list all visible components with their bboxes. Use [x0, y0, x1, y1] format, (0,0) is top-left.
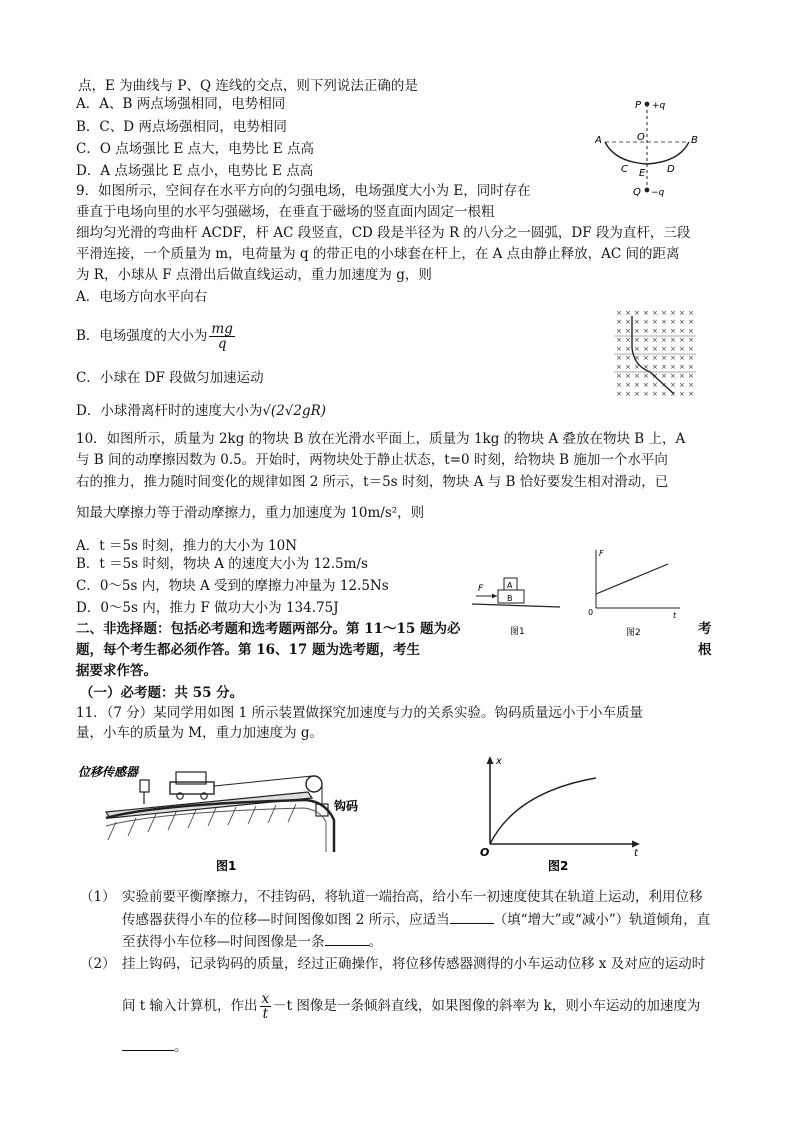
t-axis-arrow — [632, 841, 640, 848]
q10-line-1: 10．如图所示，质量为 2kg 的物块 B 放在光滑水平面上，质量为 1kg 的物块 A 叠放在物块 B 上，A — [76, 431, 686, 447]
field-cross-mark: × — [616, 327, 622, 335]
q9-option-b — [76, 322, 237, 351]
q8-option-c: C．O 点场强比 E 点大，电势比 E 点高 — [76, 141, 315, 157]
field-cross-mark: × — [634, 327, 640, 335]
force-line — [596, 564, 668, 594]
field-cross-mark: × — [679, 336, 685, 344]
field-cross-mark: × — [679, 309, 685, 317]
field-cross-mark: × — [634, 372, 640, 380]
field-cross-mark: × — [688, 363, 694, 371]
q11-sub2-fraction — [260, 992, 272, 1021]
q11-sub2-line-3-end: 。 — [174, 1039, 188, 1055]
field-cross-mark: × — [688, 327, 694, 335]
q10-option-d: D．0～5s 内，推力 F 做功大小为 134.75J — [76, 600, 339, 616]
q11-sub1-number: （1） — [80, 889, 116, 905]
field-cross-mark: × — [625, 345, 631, 353]
ground-line — [472, 604, 560, 607]
answer-blank-2[interactable] — [325, 933, 369, 946]
label-axis-f: F — [599, 549, 604, 558]
q11-sub2-line-2b: －t 图像是一条倾斜直线，如果图像的斜率为 k，则小车运动的加速度为 — [273, 998, 701, 1014]
field-cross-mark: × — [688, 381, 694, 389]
q8-option-d: D．A 点场强比 E 点小，电势比 E 点高 — [76, 163, 314, 179]
q9-option-d-prefix: D．小球滑离杆时的速度大小为 — [76, 403, 263, 419]
field-cross-mark: × — [643, 336, 649, 344]
q11-sub1-line-3 — [122, 933, 382, 951]
q11-figure-2 — [476, 752, 646, 877]
field-cross-mark: × — [643, 390, 649, 398]
label-block-b: B — [507, 594, 513, 603]
field-cross-mark: × — [643, 381, 649, 389]
field-cross-mark: × — [688, 372, 694, 380]
q11-figure-1 — [76, 752, 386, 877]
field-cross-mark: × — [670, 381, 676, 389]
field-cross-mark: × — [616, 354, 622, 362]
field-cross-mark: × — [634, 390, 640, 398]
field-cross-mark: × — [634, 363, 640, 371]
field-cross-mark: × — [616, 381, 622, 389]
pulley — [306, 776, 322, 792]
field-cross-mark: × — [652, 372, 658, 380]
q9-line-4: 平滑连接，一个质量为 m，电荷量为 q 的带正电的小球套在杆上，在 A 点由静止释放，AC 间的距离 — [76, 246, 680, 262]
field-cross-mark: × — [652, 381, 658, 389]
q8-option-a: A．A、B 两点场强相同，电势相同 — [76, 96, 286, 112]
field-cross-mark: × — [661, 318, 667, 326]
q10-line-2: 与 B 间的动摩擦因数为 0.5。开始时，两物块处于静止状态，t=0 时刻，给物块 B 施加一个水平向 — [76, 452, 668, 468]
field-cross-mark: × — [661, 345, 667, 353]
q9-line-3: 细均匀光滑的弯曲杆 ACDF，杆 AC 段竖直，CD 段是半径为 R 的八分之一圆弧，DF 段为直杆，三段 — [76, 225, 691, 241]
label-q: Q — [633, 187, 641, 198]
field-cross-mark: × — [679, 345, 685, 353]
fraction-denominator: t — [262, 1006, 269, 1022]
field-cross-mark: × — [634, 345, 640, 353]
q9-line-5: 为 R，小球从 F 点滑出后做直线运动，重力加速度为 g，则 — [76, 267, 432, 283]
field-cross-mark: × — [634, 381, 640, 389]
fraction-denominator: q — [217, 336, 227, 352]
q11-sub1-line-2a: 传感器获得小车的位移—时间图像如图 2 所示，应适当 — [122, 912, 450, 928]
label-c: C — [621, 164, 628, 175]
field-cross-mark: × — [661, 363, 667, 371]
field-cross-mark: × — [625, 390, 631, 398]
field-cross-mark: × — [670, 372, 676, 380]
field-cross-mark: × — [688, 354, 694, 362]
field-cross-mark: × — [670, 309, 676, 317]
field-cross-mark: × — [616, 318, 622, 326]
q8-stem-tail: 点，E 为曲线与 P、Q 连线的交点，则下列说法正确的是 — [78, 78, 418, 94]
fraction-numerator: mg — [211, 321, 233, 337]
field-cross-mark: × — [643, 372, 649, 380]
q11-sub1-line-2b: （填“增大”或“减小”）轨道倾角，直 — [493, 912, 711, 928]
field-cross-mark: × — [679, 363, 685, 371]
field-cross-mark: × — [616, 363, 622, 371]
field-cross-mark: × — [670, 318, 676, 326]
q11-sub2-line-2 — [122, 992, 700, 1021]
q8-option-b: B．C、D 两点场强相同，电势相同 — [76, 119, 287, 135]
q11-sub1-line-1: 实验前要平衡摩擦力，不挂钩码，将轨道一端抬高，给小车一初速度使其在轨道上运动，利用位移 — [122, 889, 703, 905]
label-block-a: A — [507, 581, 513, 590]
field-cross-mark: × — [643, 309, 649, 317]
field-cross-mark: × — [616, 372, 622, 380]
label-b: B — [691, 135, 698, 146]
label-axis-t: t — [634, 848, 638, 859]
field-cross-mark: × — [679, 327, 685, 335]
q10-line-4: 知最大摩擦力等于滑动摩擦力，重力加速度为 10m/s²，则 — [76, 505, 425, 521]
q11-sub1-line-3a: 至获得小车位移—时间图像是一条 — [122, 934, 325, 950]
section2-line-3: 据要求作答。 — [76, 663, 157, 679]
field-cross-mark: × — [661, 327, 667, 335]
section2-line-2-tail: 根 — [698, 642, 712, 658]
field-cross-mark: × — [661, 390, 667, 398]
q9-line-2: 垂直于电场向里的水平匀强磁场，在垂直于磁场的竖直面内固定一根粗 — [76, 204, 495, 220]
q11-sub2-line-1: 挂上钩码，记录钩码的质量，经过正确操作，将位移传感器测得的小车运动位移 x 及对应的运动时 — [122, 956, 706, 972]
field-cross-mark: × — [643, 345, 649, 353]
field-cross-mark: × — [688, 345, 694, 353]
field-cross-mark: × — [652, 390, 658, 398]
section2-line-2: 题，每个考生都必须作答。第 16、17 题为选考题，考生 — [76, 642, 420, 658]
field-cross-mark: × — [670, 327, 676, 335]
section2-line-1: 二、非选择题：包括必考题和选考题两部分。第 11～15 题为必 — [76, 621, 461, 637]
field-cross-mark: × — [679, 381, 685, 389]
field-cross-mark: × — [643, 318, 649, 326]
label-o: O — [637, 132, 645, 143]
field-cross-mark: × — [688, 336, 694, 344]
q10-option-b: B．t ＝5s 时刻，物块 A 的速度大小为 12.5m/s — [76, 556, 368, 572]
label-sensor: 位移传感器 — [78, 765, 139, 779]
q9-option-d — [76, 402, 326, 420]
field-cross-mark: × — [679, 354, 685, 362]
field-cross-mark: × — [652, 363, 658, 371]
field-cross-mark: × — [661, 309, 667, 317]
label-a: A — [595, 135, 602, 146]
field-cross-mark: × — [661, 372, 667, 380]
q10-line-3: 右的推力，推力随时间变化的规律如图 2 所示，t＝5s 时刻，物块 A 与 B 恰好要发生相对滑动，已 — [76, 474, 669, 490]
field-cross-mark: × — [652, 309, 658, 317]
field-cross-mark: × — [634, 336, 640, 344]
label-e: E — [639, 168, 646, 179]
q9-line-1: 9．如图所示，空间存在水平方向的匀强电场，电场强度大小为 E，同时存在 — [76, 183, 531, 199]
section2-line-1-tail: 考 — [698, 621, 712, 637]
q11-sub1-line-3b: 。 — [368, 934, 382, 950]
field-cross-mark: × — [670, 363, 676, 371]
field-cross-mark: × — [634, 354, 640, 362]
q9-option-d-math: √(2√2gR) — [262, 403, 327, 419]
q9-option-c: C．小球在 DF 段做匀加速运动 — [76, 370, 264, 386]
field-cross-mark: × — [652, 345, 658, 353]
field-cross-mark: × — [670, 345, 676, 353]
charge-q-dot — [645, 188, 650, 193]
q11-sub2-line-3 — [122, 1038, 188, 1056]
field-cross-mark: × — [625, 327, 631, 335]
field-cross-mark: × — [679, 318, 685, 326]
field-cross-mark: × — [688, 318, 694, 326]
label-q-charge: −q — [651, 188, 665, 198]
field-cross-mark: × — [625, 336, 631, 344]
field-cross-mark: × — [625, 363, 631, 371]
field-cross-mark: × — [625, 354, 631, 362]
x-axis-arrow — [487, 756, 494, 764]
q11-sub2-line-2a: 间 t 输入计算机，作出 — [122, 998, 258, 1014]
label-origin: 0 — [588, 608, 594, 617]
field-cross-mark: × — [670, 354, 676, 362]
charge-p-dot — [645, 102, 650, 107]
field-cross-mark: × — [670, 390, 676, 398]
field-cross-mark: × — [652, 354, 658, 362]
field-cross-mark: × — [634, 318, 640, 326]
q9-option-b-prefix: B．电场强度的大小为 — [76, 328, 208, 344]
label-p-charge: +q — [652, 101, 666, 111]
q10-fig2-caption: 图2 — [626, 628, 641, 638]
label-axis-t: t — [673, 611, 677, 620]
q10-fig1-caption: 图1 — [510, 627, 525, 637]
field-cross-mark: × — [652, 336, 658, 344]
fraction-numerator: x — [261, 991, 270, 1007]
q11-sub1-line-2 — [122, 911, 710, 929]
field-cross-mark: × — [679, 390, 685, 398]
label-d: D — [667, 164, 675, 175]
q11-line-2: 量，小车的质量为 M，重力加速度为 g。 — [76, 725, 324, 741]
q11-fig2-caption: 图2 — [548, 859, 569, 873]
q9-option-a: A．电场方向水平向右 — [76, 289, 208, 305]
field-cross-mark: × — [616, 309, 622, 317]
displacement-sensor — [140, 780, 149, 792]
q10-option-c: C．0～5s 内，物块 A 受到的摩擦力冲量为 12.5Ns — [76, 578, 389, 594]
field-cross-mark: × — [670, 336, 676, 344]
answer-blank-3[interactable] — [122, 1038, 174, 1051]
q11-sub2-number: （2） — [80, 956, 116, 972]
field-cross-mark: × — [643, 354, 649, 362]
q10-figure-1 — [470, 560, 562, 642]
field-cross-mark: × — [625, 309, 631, 317]
field-cross-mark: × — [643, 327, 649, 335]
field-cross-mark: × — [643, 363, 649, 371]
q10-figure-2 — [586, 546, 686, 642]
field-cross-mark: × — [616, 390, 622, 398]
label-p: P — [635, 100, 642, 111]
field-cross-mark: × — [652, 318, 658, 326]
answer-blank-1[interactable] — [450, 911, 494, 924]
field-cross-mark: × — [616, 345, 622, 353]
field-cross-mark: × — [634, 309, 640, 317]
label-force: F — [478, 584, 484, 594]
magnetic-field-crosses — [616, 309, 694, 398]
label-weight: 钩码 — [334, 799, 359, 813]
field-cross-mark: × — [661, 354, 667, 362]
label-origin: O — [480, 846, 490, 859]
field-cross-mark: × — [625, 381, 631, 389]
label-axis-x: x — [496, 756, 502, 767]
q9-option-b-fraction — [209, 322, 234, 351]
q10-option-a: A．t ＝5s 时刻，推力的大小为 10N — [76, 538, 298, 554]
field-cross-mark: × — [652, 327, 658, 335]
field-cross-mark: × — [616, 336, 622, 344]
field-cross-mark: × — [661, 381, 667, 389]
section2-subheading: （一）必考题：共 55 分。 — [80, 685, 244, 701]
field-cross-mark: × — [688, 390, 694, 398]
q8-figure — [585, 92, 710, 202]
field-cross-mark: × — [625, 372, 631, 380]
q11-fig1-caption: 图1 — [216, 859, 237, 873]
field-cross-mark: × — [661, 336, 667, 344]
field-cross-mark: × — [688, 309, 694, 317]
x-t-curve — [490, 778, 596, 844]
string — [214, 776, 312, 786]
field-cross-mark: × — [625, 318, 631, 326]
q11-line-1: 11．（7 分）某同学用如图 1 所示装置做探究加速度与力的关系实验。钩码质量远小于小车质量 — [76, 705, 643, 721]
q9-figure — [614, 308, 696, 404]
field-cross-mark: × — [679, 372, 685, 380]
force-arrow-head — [492, 594, 497, 599]
